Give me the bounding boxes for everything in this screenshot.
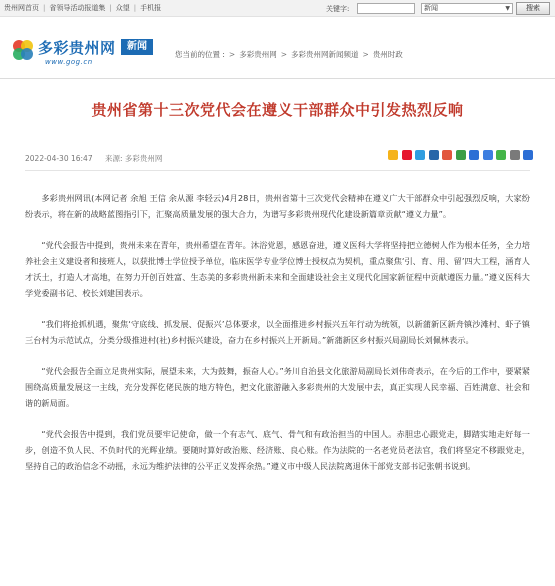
logo-domain: www.gog.cn — [45, 58, 93, 66]
article-body — [25, 190, 530, 489]
breadcrumb-item-news-channel[interactable]: 多彩贵州网新闻频道 — [291, 50, 359, 59]
email-share-icon[interactable] — [510, 150, 520, 160]
channel-select[interactable] — [421, 3, 513, 14]
breadcrumb-item-home[interactable]: 多彩贵州网 — [239, 50, 277, 59]
top-link-separator: | — [109, 4, 112, 12]
meta-divider — [25, 170, 530, 171]
top-link-leaders[interactable]: 省领导活动报道集 — [49, 4, 106, 12]
more-share-icon[interactable] — [523, 150, 533, 160]
wechat-share-icon[interactable] — [496, 150, 506, 160]
article-title: 贵州省第十三次党代会在遵义干部群众中引发热烈反响 — [91, 101, 464, 119]
chevron-down-icon: ▼ — [505, 5, 510, 12]
share-toolbar — [388, 150, 538, 162]
breadcrumb — [175, 49, 403, 60]
top-links — [4, 3, 161, 13]
breadcrumb-separator: > — [280, 50, 288, 59]
article-paragraph: 多彩贵州网讯(本网记者 余旭 王信 余从源 李轻云)4月28日，贵州省第十三次党代会精神在遵义广大干部群众中引起强烈反响，大家纷纷表示，将在新的战略蓝图指引下，汇聚高质量发展的强大合力，为谱写多彩贵州现代化建设新篇章贡献“遵义力量”。 — [25, 193, 530, 219]
top-bar — [0, 0, 555, 17]
tieba-share-icon[interactable] — [483, 150, 493, 160]
breadcrumb-separator: > — [362, 50, 369, 59]
source-label: 来源: — [104, 154, 123, 163]
logo-badge: 新闻 — [121, 39, 153, 55]
keyword-label: 关键字: — [326, 5, 350, 13]
qzone-share-icon[interactable] — [388, 150, 398, 160]
article-paragraph: “党代会报告中提到，我们党员要牢记使命，做一个有志气、底气、骨气和有政治担当的中国人。赤胆忠心跟党走，脚踏实地走好每一步，创造不负人民、不负时代的光辉业绩。要随时算好政治账、经济账、良心账。作为法院的一名老党员老法官，我们将坚定不移跟党走，坚持自己的政治信念不动摇，永远为维护法律的公平正义发挥余热。”遵义市中级人民法院离退休干部党支部书记张朝书说到。 — [25, 429, 530, 471]
breadcrumb-separator: > — [228, 50, 236, 59]
top-link-mobile[interactable]: 手机报 — [140, 4, 162, 12]
breadcrumb-item-politics[interactable]: 贵州时政 — [372, 50, 403, 59]
article-paragraph: “我们将抢抓机遇，聚焦‘守底线、抓发展、促振兴’总体要求，以全面推进乡村振兴五年行动为统领，以新蒲新区新舟镇沙滩村、虾子镇三台村为示范试点，分类分级推进村(社)乡村振兴建设，奋力在乡村振兴上开新局。”新蒲新区乡村振兴局副局长刘佩林表示。 — [25, 319, 530, 345]
site-logo[interactable] — [11, 36, 161, 68]
weibo-share-icon[interactable] — [402, 150, 412, 160]
tencent-weibo-share-icon[interactable] — [415, 150, 425, 160]
article-paragraph: “党代会报告中提到，贵州未来在青年，贵州希望在青年。沐浴党恩，感恩奋进，遵义医科大学将坚持把立德树人作为根本任务，全力培养社会主义建设者和接班人，以获批博士学位授予单位，临床医学专业学位博士授权点为契机，重点聚焦‘引、育、用、留’四大工程，涵育人才沃土，打造人才高地，在努力开创百姓富、生态美的多彩贵州新未来和全面建设社会主义现代化国家新征程中贡献遵医力量。”遵义医科大学党委副书记、校长刘建国表示。 — [25, 240, 530, 298]
renren-share-icon[interactable] — [429, 150, 439, 160]
top-link-home[interactable]: 贵州网首页 — [4, 4, 39, 12]
channel-select-value: 新闻 — [424, 4, 438, 12]
top-link-separator: | — [133, 4, 137, 12]
logo-title: 多彩贵州网 — [38, 39, 116, 57]
header-divider — [0, 78, 555, 79]
article-source[interactable]: 多彩贵州网 — [124, 154, 163, 163]
article-meta — [25, 153, 162, 164]
article-datetime: 2022-04-30 16:47 — [25, 154, 93, 163]
breadcrumb-prefix: 您当前的位置 : — [175, 50, 225, 59]
baidu-share-icon[interactable] — [469, 150, 479, 160]
kaixin-share-icon[interactable] — [442, 150, 452, 160]
douban-share-icon[interactable] — [456, 150, 466, 160]
logo-mark-icon — [11, 38, 35, 62]
top-link-separator: | — [43, 4, 46, 12]
search-button[interactable]: 搜索 — [516, 2, 550, 15]
top-link-zhongwang[interactable]: 众望 — [115, 4, 130, 12]
keyword-input[interactable] — [357, 3, 415, 14]
article-paragraph: “党代会报告全面立足贵州实际，展望未来，大为鼓舞，振奋人心。”务川自治县文化旅游局副局长刘伟奇表示，在今后的工作中，要紧紧围绕高质量发展这一主线，充分发挥仡佬民族的地方特色，把文化旅游融入多彩贵州的大发展中去，真正实现人民幸福、百姓满意、社会和谐的新局面。 — [25, 366, 530, 408]
